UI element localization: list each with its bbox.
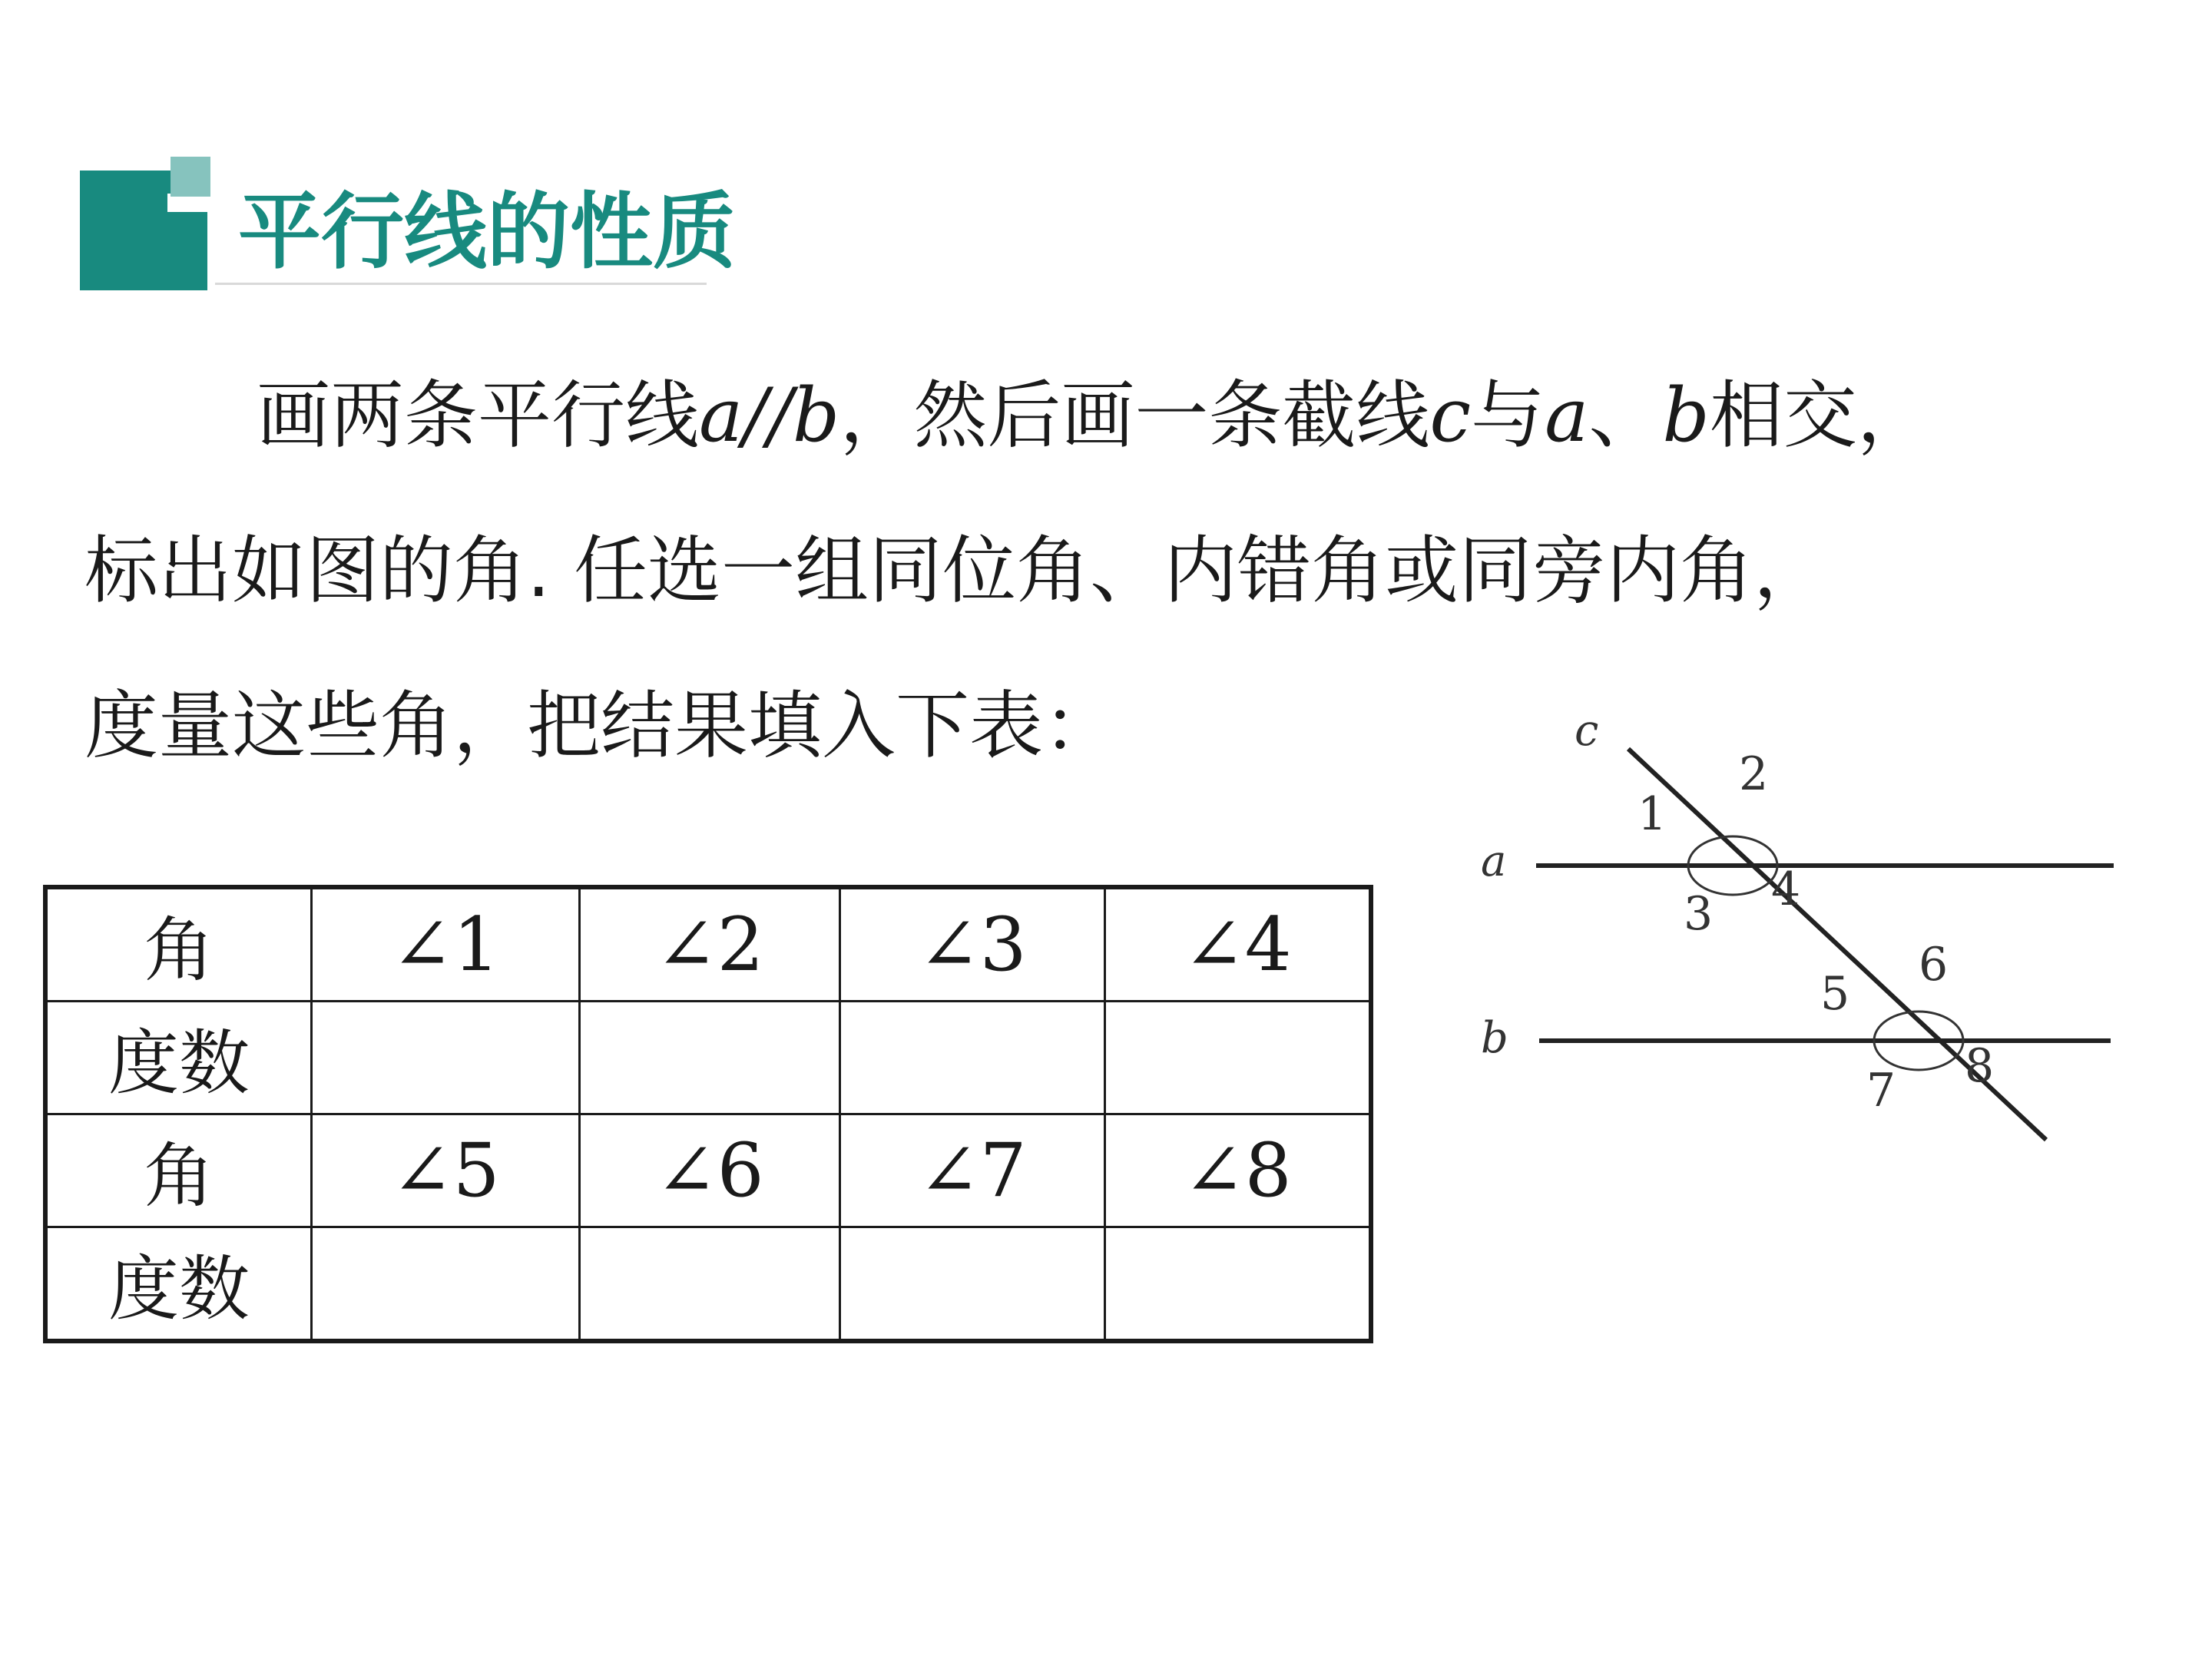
text-segment: 画两条平行线 [257,373,699,459]
table-row [45,1227,1371,1342]
label-line-c: c [1575,706,1599,756]
label-angle-2: 2 [1739,747,1769,801]
table-row [45,1114,1371,1227]
table-cell-degree-input[interactable] [1105,1002,1372,1114]
text-segment: 相交， [1709,373,1931,459]
table-cell-angle: ∠4 [1105,887,1372,1002]
table-cell-angle: ∠2 [580,887,840,1002]
label-angle-3: 3 [1684,887,1714,941]
math-b: b [1662,373,1710,459]
table-cell-angle: ∠7 [840,1114,1105,1227]
math-parallel-ab: a//b [699,373,840,459]
table-cell-header: 角 [45,887,312,1002]
table-cell-angle: ∠6 [580,1114,840,1227]
math-c: c [1429,373,1472,459]
table-cell-degree-input[interactable] [840,1002,1105,1114]
table-cell-angle: ∠8 [1105,1114,1372,1227]
math-a: a [1545,373,1589,459]
table-cell-degree-input[interactable] [312,1227,580,1342]
table-cell-degree-input[interactable] [1105,1227,1372,1342]
table-cell-degree-input[interactable] [580,1227,840,1342]
table-cell-header: 度数 [45,1002,312,1114]
angle-measure-table [43,885,1373,1343]
label-line-a: a [1481,836,1507,886]
label-angle-4: 4 [1771,863,1801,916]
table-row [45,1002,1371,1114]
title-decoration-small-square [171,157,210,197]
table-cell-degree-input[interactable] [840,1227,1105,1342]
text-segment: 与 [1471,373,1545,459]
text-segment: ，然后画一条截线 [839,373,1430,459]
label-angle-8: 8 [1965,1039,1995,1093]
table-cell-header: 角 [45,1114,312,1227]
paragraph-line-3: 度量这些角，把结果填入下表： [84,683,1117,769]
paragraph-line-2: 标出如图的角. 任选一组同位角、内错角或同旁内角， [84,528,1828,614]
section-title: 平行线的性质 [238,184,737,280]
section-header [80,157,737,289]
table-cell-angle: ∠3 [840,887,1105,1002]
label-line-b: b [1481,1013,1508,1063]
text-segment: 、 [1588,373,1663,459]
title-underline [215,283,707,285]
label-angle-5: 5 [1820,967,1850,1021]
table-cell-degree-input[interactable] [312,1002,580,1114]
table-cell-header: 度数 [45,1227,312,1342]
parallel-lines-diagram [1444,691,2135,1167]
table-cell-angle: ∠1 [312,887,580,1002]
label-angle-6: 6 [1919,938,1949,992]
paragraph-line-1 [84,338,2143,493]
label-angle-1: 1 [1637,787,1667,841]
table-cell-angle: ∠5 [312,1114,580,1227]
table-row [45,887,1371,1002]
table-cell-degree-input[interactable] [580,1002,840,1114]
label-angle-7: 7 [1866,1064,1896,1118]
